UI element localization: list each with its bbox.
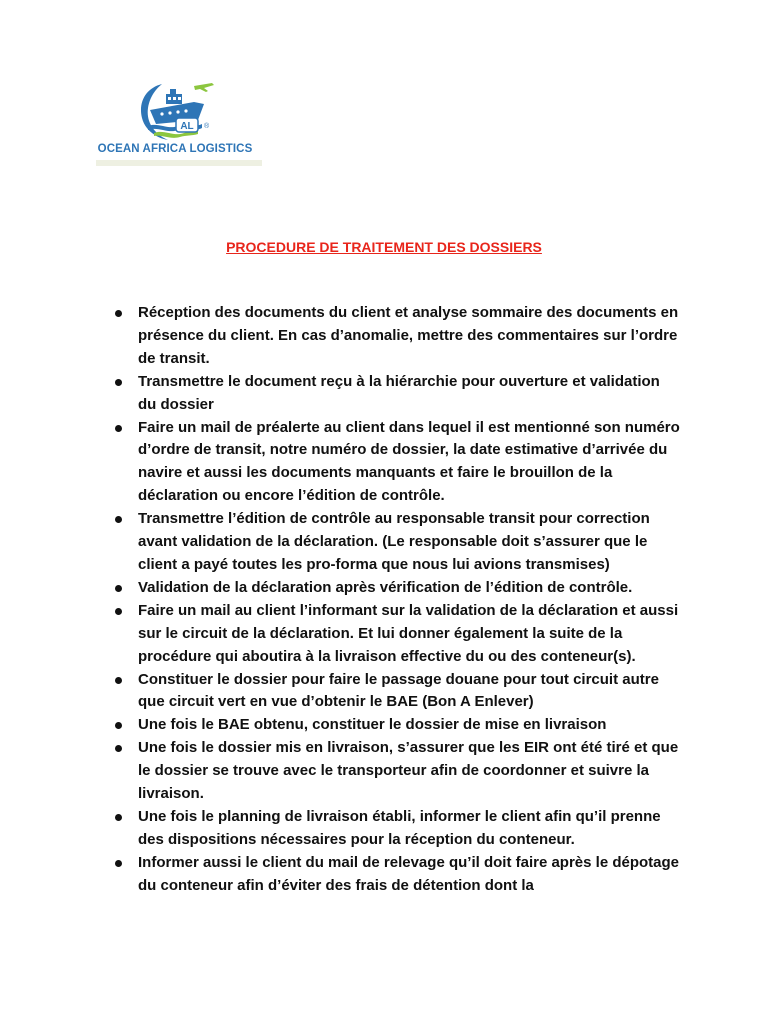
procedure-step-text: Transmettre le document reçu à la hiérarchie pour ouverture et validation du dossier [138, 372, 660, 413]
bullet-icon [115, 425, 122, 432]
logo-tagline-bar [96, 160, 262, 166]
procedure-step [112, 714, 682, 737]
procedure-step-text: Une fois le dossier mis en livraison, s’assurer que les EIR ont été tiré et que le dossier se trouve avec le transporteur afin de coordonner et suivre la livraison. [138, 739, 679, 803]
procedure-step-text: Une fois le planning de livraison établi, informer le client afin qu’il prenne des dispositions nécessaires pour la réception du conteneur. [138, 807, 661, 848]
procedure-step [112, 600, 682, 669]
procedure-step-text: Constituer le dossier pour faire le passage douane pour tout circuit autre que circuit vert en vue d’obtenir le BAE (Bon A Enlever) [138, 670, 659, 711]
procedure-steps-list [112, 302, 682, 898]
ship-logo-icon [132, 80, 218, 142]
bullet-icon [115, 310, 122, 317]
procedure-step [112, 806, 682, 852]
procedure-step-text: Faire un mail au client l’informant sur la validation de la déclaration et aussi sur le circuit de la déclaration. Et lui donner également la suite de la procédure qui aboutira à la livraison effective du ou des conteneur(s). [138, 601, 679, 665]
procedure-step-text: Validation de la déclaration après vérification de l’édition de contrôle. [138, 578, 633, 596]
bullet-icon [115, 722, 122, 729]
procedure-step [112, 302, 682, 371]
procedure-step-text: Réception des documents du client et analyse sommaire des documents en présence du client. En cas d’anomalie, mettre des commentaires sur l’ordre de transit. [138, 304, 679, 367]
procedure-step-text: Une fois le BAE obtenu, constituer le dossier de mise en livraison [138, 716, 607, 734]
bullet-icon [115, 608, 122, 615]
procedure-step-text: Faire un mail de préalerte au client dans lequel il est mentionné son numéro d’ordre de transit, notre numéro de dossier, la date estimative d’arrivée du navire et aussi les documents manquants et faire le brouillon de la déclaration ou encore l’édition de contrôle. [138, 418, 680, 505]
procedure-step [112, 577, 682, 600]
bullet-icon [115, 860, 122, 867]
bullet-icon [115, 677, 122, 684]
registered-mark: ® [204, 123, 210, 130]
document-title: PROCEDURE DE TRAITEMENT DES DOSSIERS [226, 239, 542, 255]
procedure-step-text: Informer aussi le client du mail de relevage qu’il doit faire après le dépotage du conteneur afin d’éviter des frais de détention dont la [138, 853, 679, 894]
procedure-step-text: Transmettre l’édition de contrôle au responsable transit pour correction avant validation de la déclaration. (Le responsable doit s’assurer que le client a payé toutes les pro-forma que nous lui avions transmises) [138, 510, 650, 573]
procedure-step [112, 669, 682, 715]
bullet-icon [115, 814, 122, 821]
bullet-icon [115, 516, 122, 523]
company-logo [90, 80, 260, 172]
procedure-step [112, 508, 682, 577]
procedure-step [112, 737, 682, 806]
logo-monogram: AL [180, 121, 194, 132]
bullet-icon [115, 585, 122, 592]
procedure-step [112, 852, 682, 898]
bullet-icon [115, 379, 122, 386]
procedure-step [112, 417, 682, 509]
bullet-icon [115, 745, 122, 752]
company-name: OCEAN AFRICA LOGISTICS [97, 143, 253, 155]
procedure-step [112, 371, 682, 417]
